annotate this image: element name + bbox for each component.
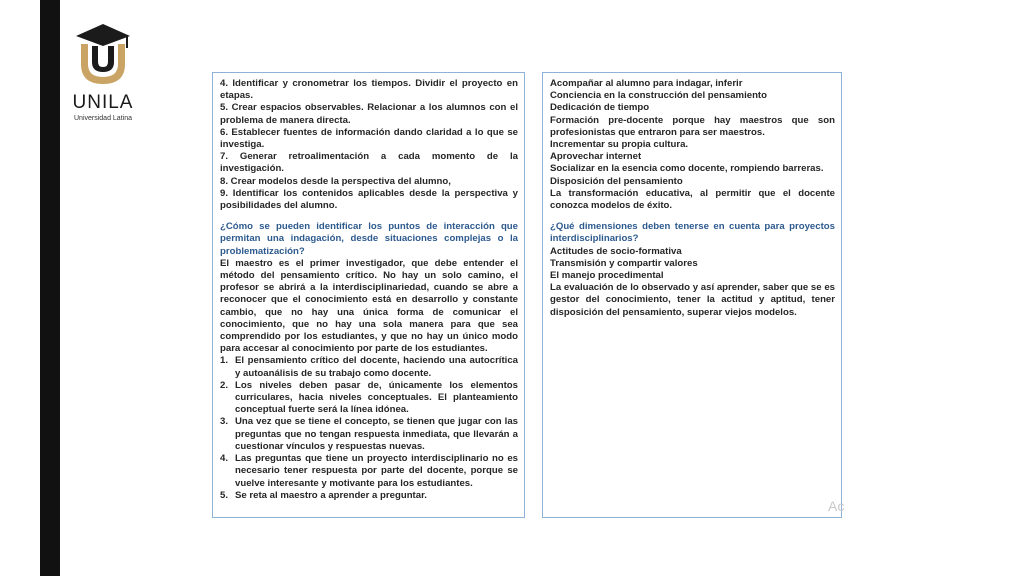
step-item: 6. Establecer fuentes de información dando claridad a lo que se investiga. [220, 126, 518, 151]
step-item: 5. Crear espacios observables. Relacionar a los alumnos con el problema de manera directa. [220, 102, 518, 126]
step-item: 4. Identificar y cronometrar los tiempos. Dividir el proyecto en etapas. [220, 78, 518, 102]
list-text: Se reta al maestro a aprender a preguntar. [235, 489, 427, 501]
list-item: Formación pre-docente porque hay maestros que son profesionistas que entraron para ser maestros. [550, 114, 835, 138]
question-heading: ¿Cómo se pueden identificar los puntos de interacción que permitan una indagación, desde situaciones complejas o la problematización? [220, 221, 518, 257]
list-text: El pensamiento crítico del docente, haciendo una autocrítica y autoanálisis de su trabajo como docente. [235, 355, 518, 379]
dimension-item: Transmisión y compartir valores [550, 257, 698, 269]
list-item: Incrementar su propia cultura. [550, 139, 689, 151]
list-item [220, 490, 518, 502]
list-item [220, 453, 518, 490]
step-item: 7. Generar retroalimentación a cada momento de la investigación. [220, 151, 518, 175]
graduation-cap-u-logo-icon [74, 22, 132, 88]
list-item: Disposición del pensamiento [550, 175, 683, 187]
list-text: Los niveles deben pasar de, únicamente los elementos curriculares, hacia niveles conceptuales. El planteamiento conceptual fuerte será la línea idónea. [235, 379, 518, 416]
left-black-bar [40, 0, 60, 576]
answer-paragraph: El maestro es el primer investigador, que debe entender el método del pensamiento crítico. No hay un solo camino, el profesor se abrirá a la interdisciplinariedad, cuando se abre a reconocer que el conocimiento está en desarrollo y constante cambio, que no hay una única forma de comunicar el conocimiento, que no hay una sola manera para que sea comprendido por los estudiantes, y que no hay un único modo para accesar al conocimiento por parte de los estudiantes. [220, 257, 518, 355]
list-text: Una vez que se tiene el concepto, se tienen que jugar con las preguntas que no tengan respuesta inmediata, que llevarán a cuestionar vínculos y respuestas nuevas. [235, 416, 518, 452]
list-item [220, 380, 518, 417]
list-text: Las preguntas que tiene un proyecto interdisciplinario no es necesario tener respuesta por parte del docente, porque se vuelve interesante y motivante para los estudiantes. [235, 453, 518, 489]
dimension-item: La evaluación de lo observado y así aprender, saber que se es gestor del conocimiento, tener la actitud y aptitud, tener disposición del pensamiento, superar viejos modelos. [550, 282, 835, 318]
list-item: Aprovechar internet [550, 151, 642, 163]
list-number: 1. [220, 355, 229, 367]
brand-subtitle: Universidad Latina [74, 115, 132, 122]
list-item: Acompañar al alumno para indagar, inferir [550, 78, 743, 89]
overlay-watermark-text: Ac [828, 498, 845, 514]
right-text-panel [542, 72, 845, 518]
dimension-item: Actitudes de socio-formativa [550, 245, 682, 257]
unila-logo [66, 22, 140, 122]
brand-name: UNILA [72, 92, 134, 113]
list-number: 2. [220, 379, 229, 391]
list-number: 4. [220, 453, 229, 465]
list-item [220, 416, 518, 453]
list-item: Dedicación de tiempo [550, 102, 650, 114]
list-item: Socializar en la esencia como docente, rompiendo barreras. [550, 163, 824, 175]
list-item: La transformación educativa, al permitir que el docente conozca modelos de éxito. [550, 187, 835, 212]
step-item: 9. Identificar los contenidos aplicables desde la perspectiva y posibilidades del alumno. [220, 187, 518, 212]
list-number: 5. [220, 489, 229, 501]
points-list [220, 355, 518, 501]
list-item: Conciencia en la construcción del pensamiento [550, 90, 767, 102]
question-heading: ¿Qué dimensiones deben tenerse en cuenta para proyectos interdisciplinarios? [550, 221, 835, 245]
list-item [220, 355, 518, 379]
step-item: 8. Crear modelos desde la perspectiva del alumno, [220, 175, 451, 187]
list-number: 3. [220, 416, 229, 428]
left-text-panel [212, 72, 525, 518]
dimension-item: El manejo procedimental [550, 270, 664, 282]
